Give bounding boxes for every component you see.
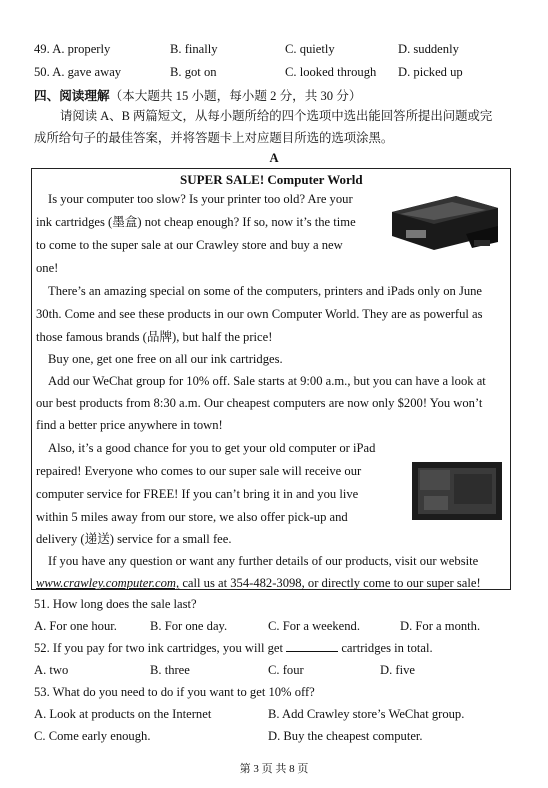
ad-p4-line-2: our best products from 8:30 a.m. Our cheapest computers are now only $200! You won’t <box>36 396 483 410</box>
ad-p1-line-1: Is your computer too slow? Is your printer too old? Are your <box>48 192 353 206</box>
q53-option-a: A. Look at products on the Internet <box>34 707 212 721</box>
q52-option-d: D. five <box>380 663 415 677</box>
ad-p5-line-2: repaired! Everyone who comes to our super sale will receive our <box>36 464 362 478</box>
q52-option-b: B. three <box>150 663 190 677</box>
ad-p1-line-3: to come to the super sale at our Crawley store and buy a new <box>36 238 343 252</box>
question-51-stem: 51. How long does the sale last? <box>34 597 197 611</box>
section-subtitle: （本大题共 15 小题，每小题 2 分，共 30 分） <box>109 89 362 103</box>
section-heading <box>34 88 361 104</box>
page-footer: 第 3 页 共 8 页 <box>239 763 309 775</box>
printer-image <box>386 190 504 254</box>
instruction-line-1: 请阅读 A、B 两篇短文，从每小题所给的四个选项中选出能回答所提出问题或完 <box>60 109 493 123</box>
question-52-stem: 52. If you pay for two ink cartridges, you will get cartridges in total. <box>34 641 433 655</box>
q50-option-d: D. picked up <box>398 65 463 79</box>
ad-p2-line-1: There’s an amazing special on some of the computers, printers and iPads only on June <box>48 284 483 298</box>
q52-option-c: C. four <box>268 663 304 677</box>
ad-p2-line-3: those famous brands (品牌), but half the price! <box>36 330 273 344</box>
q53-option-d: D. Buy the cheapest computer. <box>268 729 423 743</box>
question-53-stem: 53. What do you need to do if you want to get 10% off? <box>34 685 315 699</box>
website-link[interactable]: www.crawley.computer.com, <box>36 576 180 590</box>
passage-label: A <box>269 151 279 165</box>
ad-p4-line-3: find a better price anywhere in town! <box>36 418 223 432</box>
q50-option-b: B. got on <box>170 65 217 79</box>
q50-option-a: 50. A. gave away <box>34 65 122 79</box>
ad-p6-line-2: www.crawley.computer.com, call us at 354-482-3098, or directly come to our super sale! <box>36 576 481 590</box>
ad-title: SUPER SALE! Computer World <box>180 172 363 187</box>
q52-option-a: A. two <box>34 663 69 677</box>
q51-option-b: B. For one day. <box>150 619 228 633</box>
ad-p3: Buy one, get one free on all our ink cartridges. <box>48 352 283 366</box>
ad-p5-line-3: computer service for FREE! If you can’t bring it in and you live <box>36 487 359 501</box>
section-title: 四、阅读理解 <box>34 89 110 103</box>
ad-p5-line-1: Also, it’s a good chance for you to get your old computer or iPad <box>48 441 376 455</box>
instruction-line-2: 成所给句子的最佳答案，并将答题卡上对应题目所选的选项涂黑。 <box>34 131 394 145</box>
q51-option-a: A. For one hour. <box>34 619 117 633</box>
q49-option-a: 49. A. properly <box>34 42 111 56</box>
q53-option-c: C. Come early enough. <box>34 729 151 743</box>
q49-option-c: C. quietly <box>285 42 335 56</box>
q51-option-d: D. For a month. <box>400 619 481 633</box>
ad-p1-line-4: one! <box>36 261 59 275</box>
ad-p4-line-1: Add our WeChat group for 10% off. Sale starts at 9:00 a.m., but you can have a look at <box>48 374 486 388</box>
ad-p6-line-1: If you have any question or want any further details of our products, visit our website <box>48 554 479 568</box>
ad-p1-line-2: ink cartridges (墨盒) not cheap enough? If so, now it’s the time <box>36 215 356 229</box>
q49-option-b: B. finally <box>170 42 218 56</box>
answer-blank <box>286 640 338 652</box>
q49-option-d: D. suddenly <box>398 42 459 56</box>
ipad-image <box>410 460 504 522</box>
q51-option-c: C. For a weekend. <box>268 619 360 633</box>
q50-option-c: C. looked through <box>285 65 377 79</box>
ad-p5-line-4: within 5 miles away from our store, we also offer pick-up and <box>36 510 348 524</box>
q53-option-b: B. Add Crawley store’s WeChat group. <box>268 707 465 721</box>
ad-p2-line-2: 30th. Come and see these products in our own Computer World. They are as powerful as <box>36 307 483 321</box>
ad-p5-line-5: delivery (递送) service for a small fee. <box>36 532 232 546</box>
